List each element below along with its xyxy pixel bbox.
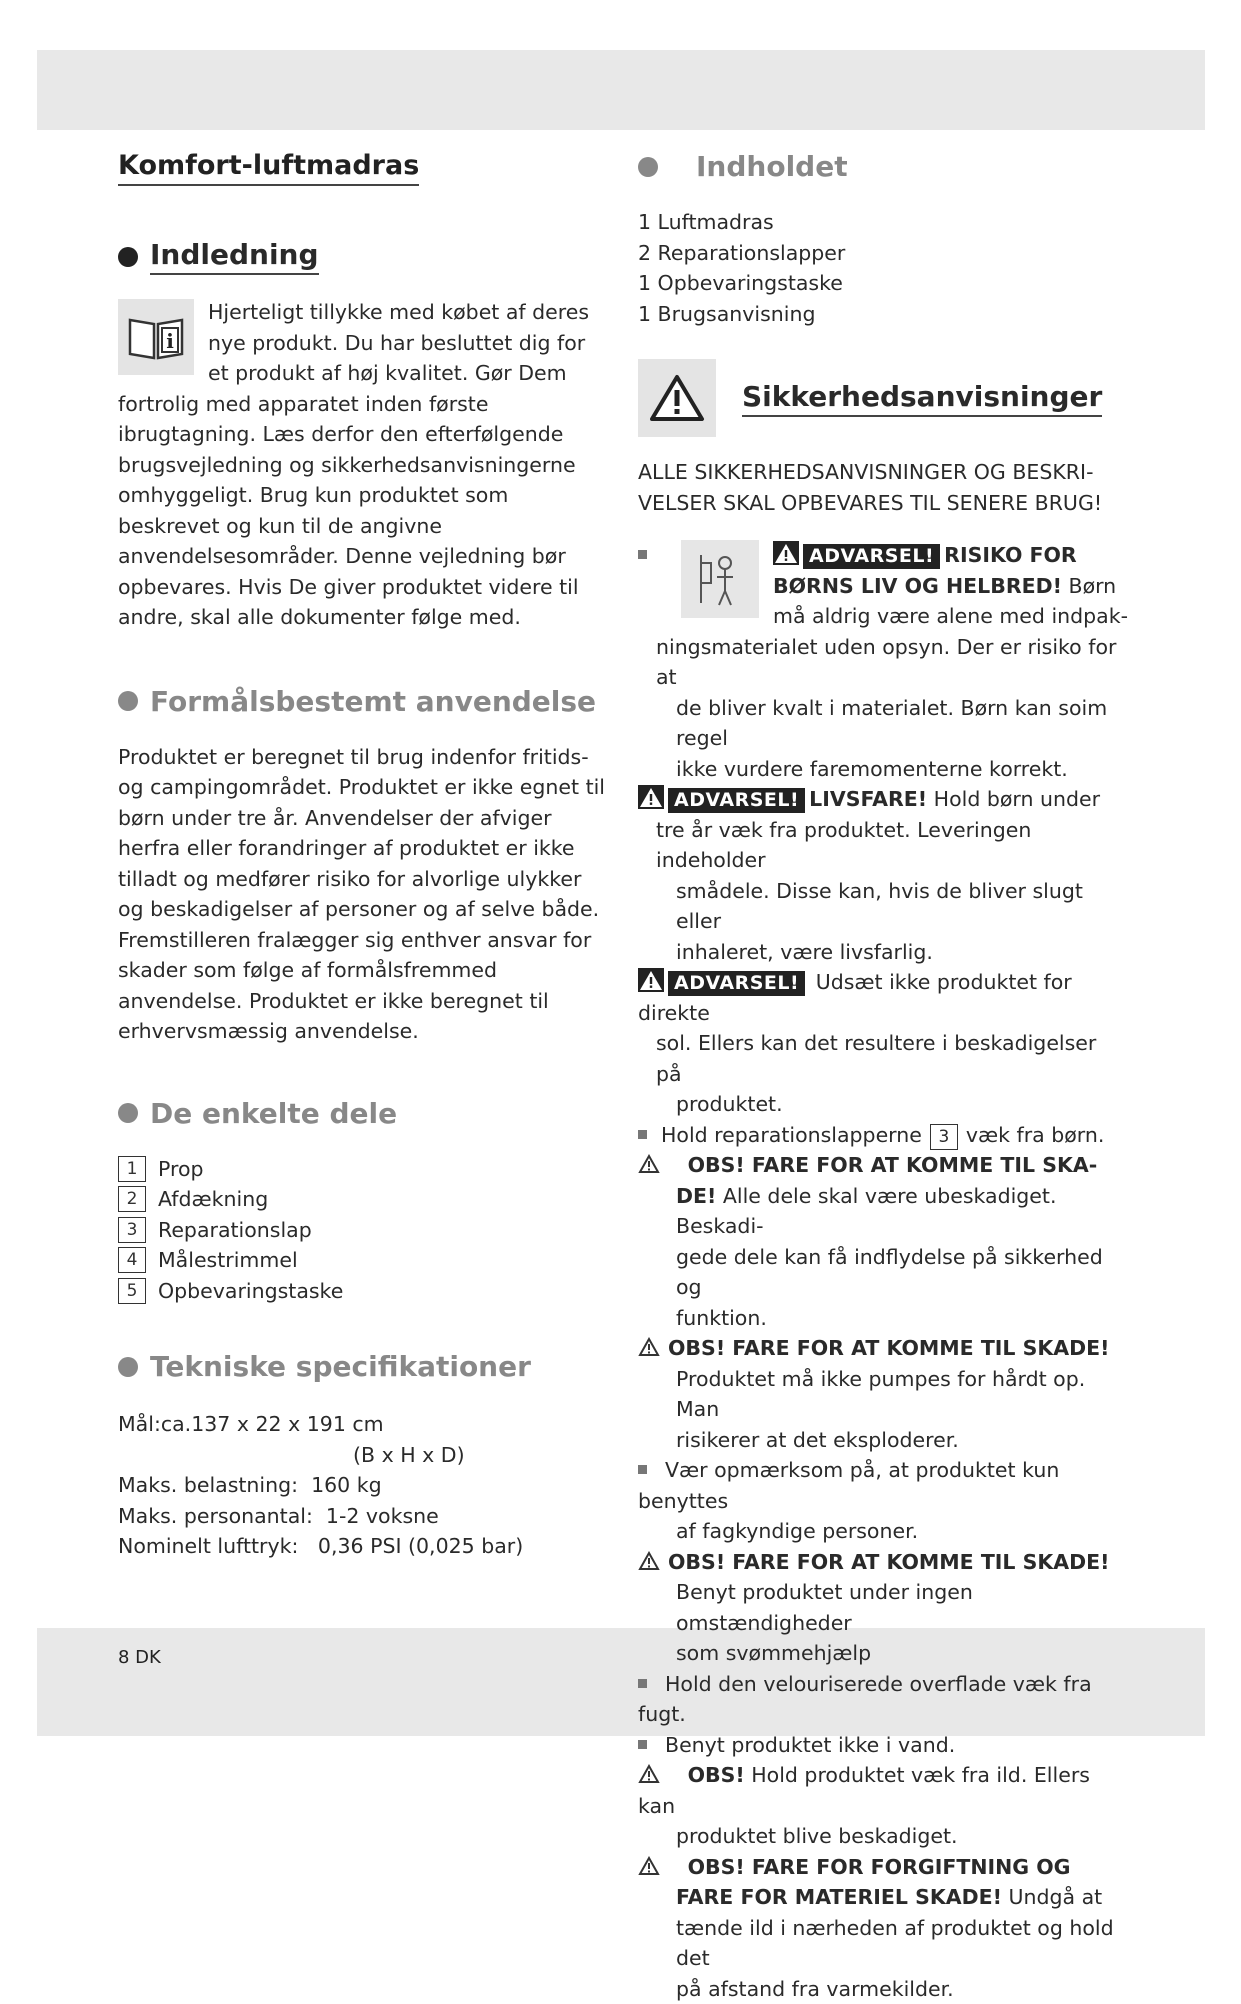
- caution-outline-icon: [638, 1337, 660, 1357]
- contents-list: [638, 207, 1128, 329]
- warning-solid-icon: [638, 785, 664, 809]
- right-column: [638, 150, 1128, 2004]
- caution-outline-icon: [638, 1764, 660, 1784]
- bullet-dot-icon: [118, 247, 138, 267]
- square-bullet-icon: [638, 1465, 647, 1474]
- part-number: 3: [118, 1217, 146, 1243]
- bullet-dot-icon: [118, 1357, 138, 1377]
- caution-outline-icon: [638, 1154, 660, 1174]
- warning-solid-icon: [638, 968, 664, 992]
- spec-size-unit: (B x H x D): [118, 1440, 608, 1471]
- caution-outline-icon: [638, 1856, 660, 1876]
- bullet-moisture: Hold den velouriserede overflade væk fra fugt.: [638, 1669, 1128, 1730]
- list-item: 5 Opbevaringstaske: [118, 1276, 608, 1307]
- warning-life-danger: ADVARSEL! LIVSFARE! Hold børn under tre år væk fra produktet. Leveringen indeholder smådele. Disse kan, hvis de bliver slugt eller inhaleret, være livsfarlig.: [638, 784, 1128, 967]
- safety-intro-line-2: VELSER SKAL OPBEVARES TIL SENERE BRUG!: [638, 488, 1128, 519]
- list-item: 3 Reparationslap: [118, 1215, 608, 1246]
- bullet-dot-icon: [118, 1103, 138, 1123]
- part-number: 1: [118, 1156, 146, 1182]
- warning-solid-icon: [773, 541, 799, 565]
- bullet-dot-icon: [118, 691, 138, 711]
- intro-block: [118, 297, 608, 633]
- caution-damage-2: OBS! FARE FOR AT KOMME TIL SKADE! Produktet må ikke pumpes for hårdt op. Man risikerer at det eksploderer.: [638, 1333, 1128, 1455]
- section-heading-purpose: Formålsbestemt anvendelse: [118, 685, 608, 718]
- page-footer: 8 DK: [118, 1647, 161, 1668]
- list-item: 2 Reparationslapper: [638, 238, 1128, 269]
- section-heading-specs: Tekniske specifikationer: [118, 1350, 608, 1383]
- part-number: 2: [118, 1186, 146, 1212]
- caution-damage-3: OBS! FARE FOR AT KOMME TIL SKADE! Benyt produktet under ingen omstændigheder som svømmehjælp: [638, 1547, 1128, 1669]
- bullet-qualified: Vær opmærksom på, at produktet kun benyttes af fagkyndige personer.: [638, 1455, 1128, 1547]
- advarsel-badge: ADVARSEL!: [803, 544, 940, 569]
- list-item: 2 Afdækning: [118, 1184, 608, 1215]
- warning-children: ADVARSEL! RISIKO FOR BØRNS LIV OG HELBRED! Børn må aldrig være alene med indpak- ningsmaterialet uden opsyn. Der er risiko for at de bliver kvalt i materialet. Børn kan soim regel ikke vurdere faremomenterne korrekt.: [638, 540, 1128, 784]
- square-bullet-icon: [638, 1130, 647, 1139]
- safety-heading: Sikkerhedsanvisninger: [742, 380, 1102, 417]
- advarsel-badge: ADVARSEL!: [668, 788, 805, 813]
- list-item: 1 Luftmadras: [638, 207, 1128, 238]
- bullet-repair-patches: Hold reparationslapperne 3 væk fra børn.: [638, 1120, 1128, 1151]
- part-number: 5: [118, 1278, 146, 1304]
- square-bullet-icon: [638, 550, 647, 559]
- section-heading-contents: Indholdet: [638, 150, 1128, 183]
- list-item: 1 Opbevaringstaske: [638, 268, 1128, 299]
- advarsel-badge: ADVARSEL!: [668, 971, 805, 996]
- caution-outline-icon: [638, 1551, 660, 1571]
- specs-block: [118, 1409, 608, 1562]
- intro-text: Hjerteligt tillykke med købet af deres nye produkt. Du har besluttet dig for et produkt af høj kvalitet. Gør Dem fortrolig med apparatet inden første ibrugtagning. Læs derfor den efterfølgende brugsvejledning og sikkerhedsanvisningerne omhyggeligt. Brug kun produktet som beskrevet og kun til de angivne anvendelsesområder. Denne vejledning bør opbevares. Hvis De giver produktet videre til andre, skal alle dokumenter følge med.: [118, 297, 608, 633]
- list-item: 4 Målestrimmel: [118, 1245, 608, 1276]
- page-title: Komfort-luftmadras: [118, 150, 419, 186]
- header-band: [37, 50, 1205, 130]
- section-heading-parts: De enkelte dele: [118, 1097, 608, 1130]
- square-bullet-icon: [638, 1740, 647, 1749]
- spec-pressure: Nominelt lufttryk: 0,36 PSI (0,025 bar): [118, 1531, 608, 1562]
- part-number: 4: [118, 1247, 146, 1273]
- warning-sun: ADVARSEL! Udsæt ikke produktet for direkte sol. Ellers kan det resultere i beskadigelser på produktet.: [638, 967, 1128, 1120]
- caution-poison: OBS! FARE FOR FORGIFTNING OG FARE FOR MATERIEL SKADE! Undgå at tænde ild i nærheden af produktet og hold det på afstand fra varmekilder.: [638, 1852, 1128, 2004]
- warning-triangle-icon: [638, 359, 716, 437]
- info-book-icon: [118, 299, 194, 375]
- parts-list: [118, 1154, 608, 1307]
- svg-text:i: i: [166, 329, 174, 353]
- section-heading-intro: Indledning: [118, 238, 608, 275]
- list-item: 1 Brugsanvisning: [638, 299, 1128, 330]
- bullet-dot-icon: [638, 157, 658, 177]
- purpose-text: Produktet er beregnet til brug indenfor fritids- og campingområdet. Produktet er ikke egnet til børn under tre år. Anvendelser der afviger herfra eller forandringer af produktet er ikke tilladt og medfører risiko for alvorlige ulykker og beskadigelser af personer og af selve både. Fremstilleren fralægger sig enthver ansvar for skader som følge af formålsfremmed anvendelse. Produktet er ikke beregnet til erhvervsmæssig anvendelse.: [118, 742, 608, 1047]
- caution-fire: OBS! Hold produktet væk fra ild. Ellers kan produktet blive beskadiget.: [638, 1760, 1128, 1852]
- part-number: 3: [930, 1124, 958, 1150]
- safety-intro-line-1: ALLE SIKKERHEDSANVISNINGER OG BESKRI-: [638, 457, 1128, 488]
- safety-heading-row: [638, 359, 1128, 437]
- bullet-water: Benyt produktet ikke i vand.: [638, 1730, 1128, 1761]
- spec-size: Mål:ca.137 x 22 x 191 cm: [118, 1409, 608, 1440]
- spec-persons: Maks. personantal: 1-2 voksne: [118, 1501, 608, 1532]
- caution-damage-1: OBS! FARE FOR AT KOMME TIL SKA- DE! Alle dele skal være ubeskadiget. Beskadi- gede dele kan få indflydelse på sikkerhed og funktion.: [638, 1150, 1128, 1333]
- left-column: [118, 150, 608, 1562]
- square-bullet-icon: [638, 1679, 647, 1688]
- list-item: 1 Prop: [118, 1154, 608, 1185]
- child-danger-icon: [681, 540, 759, 618]
- spec-load: Maks. belastning: 160 kg: [118, 1470, 608, 1501]
